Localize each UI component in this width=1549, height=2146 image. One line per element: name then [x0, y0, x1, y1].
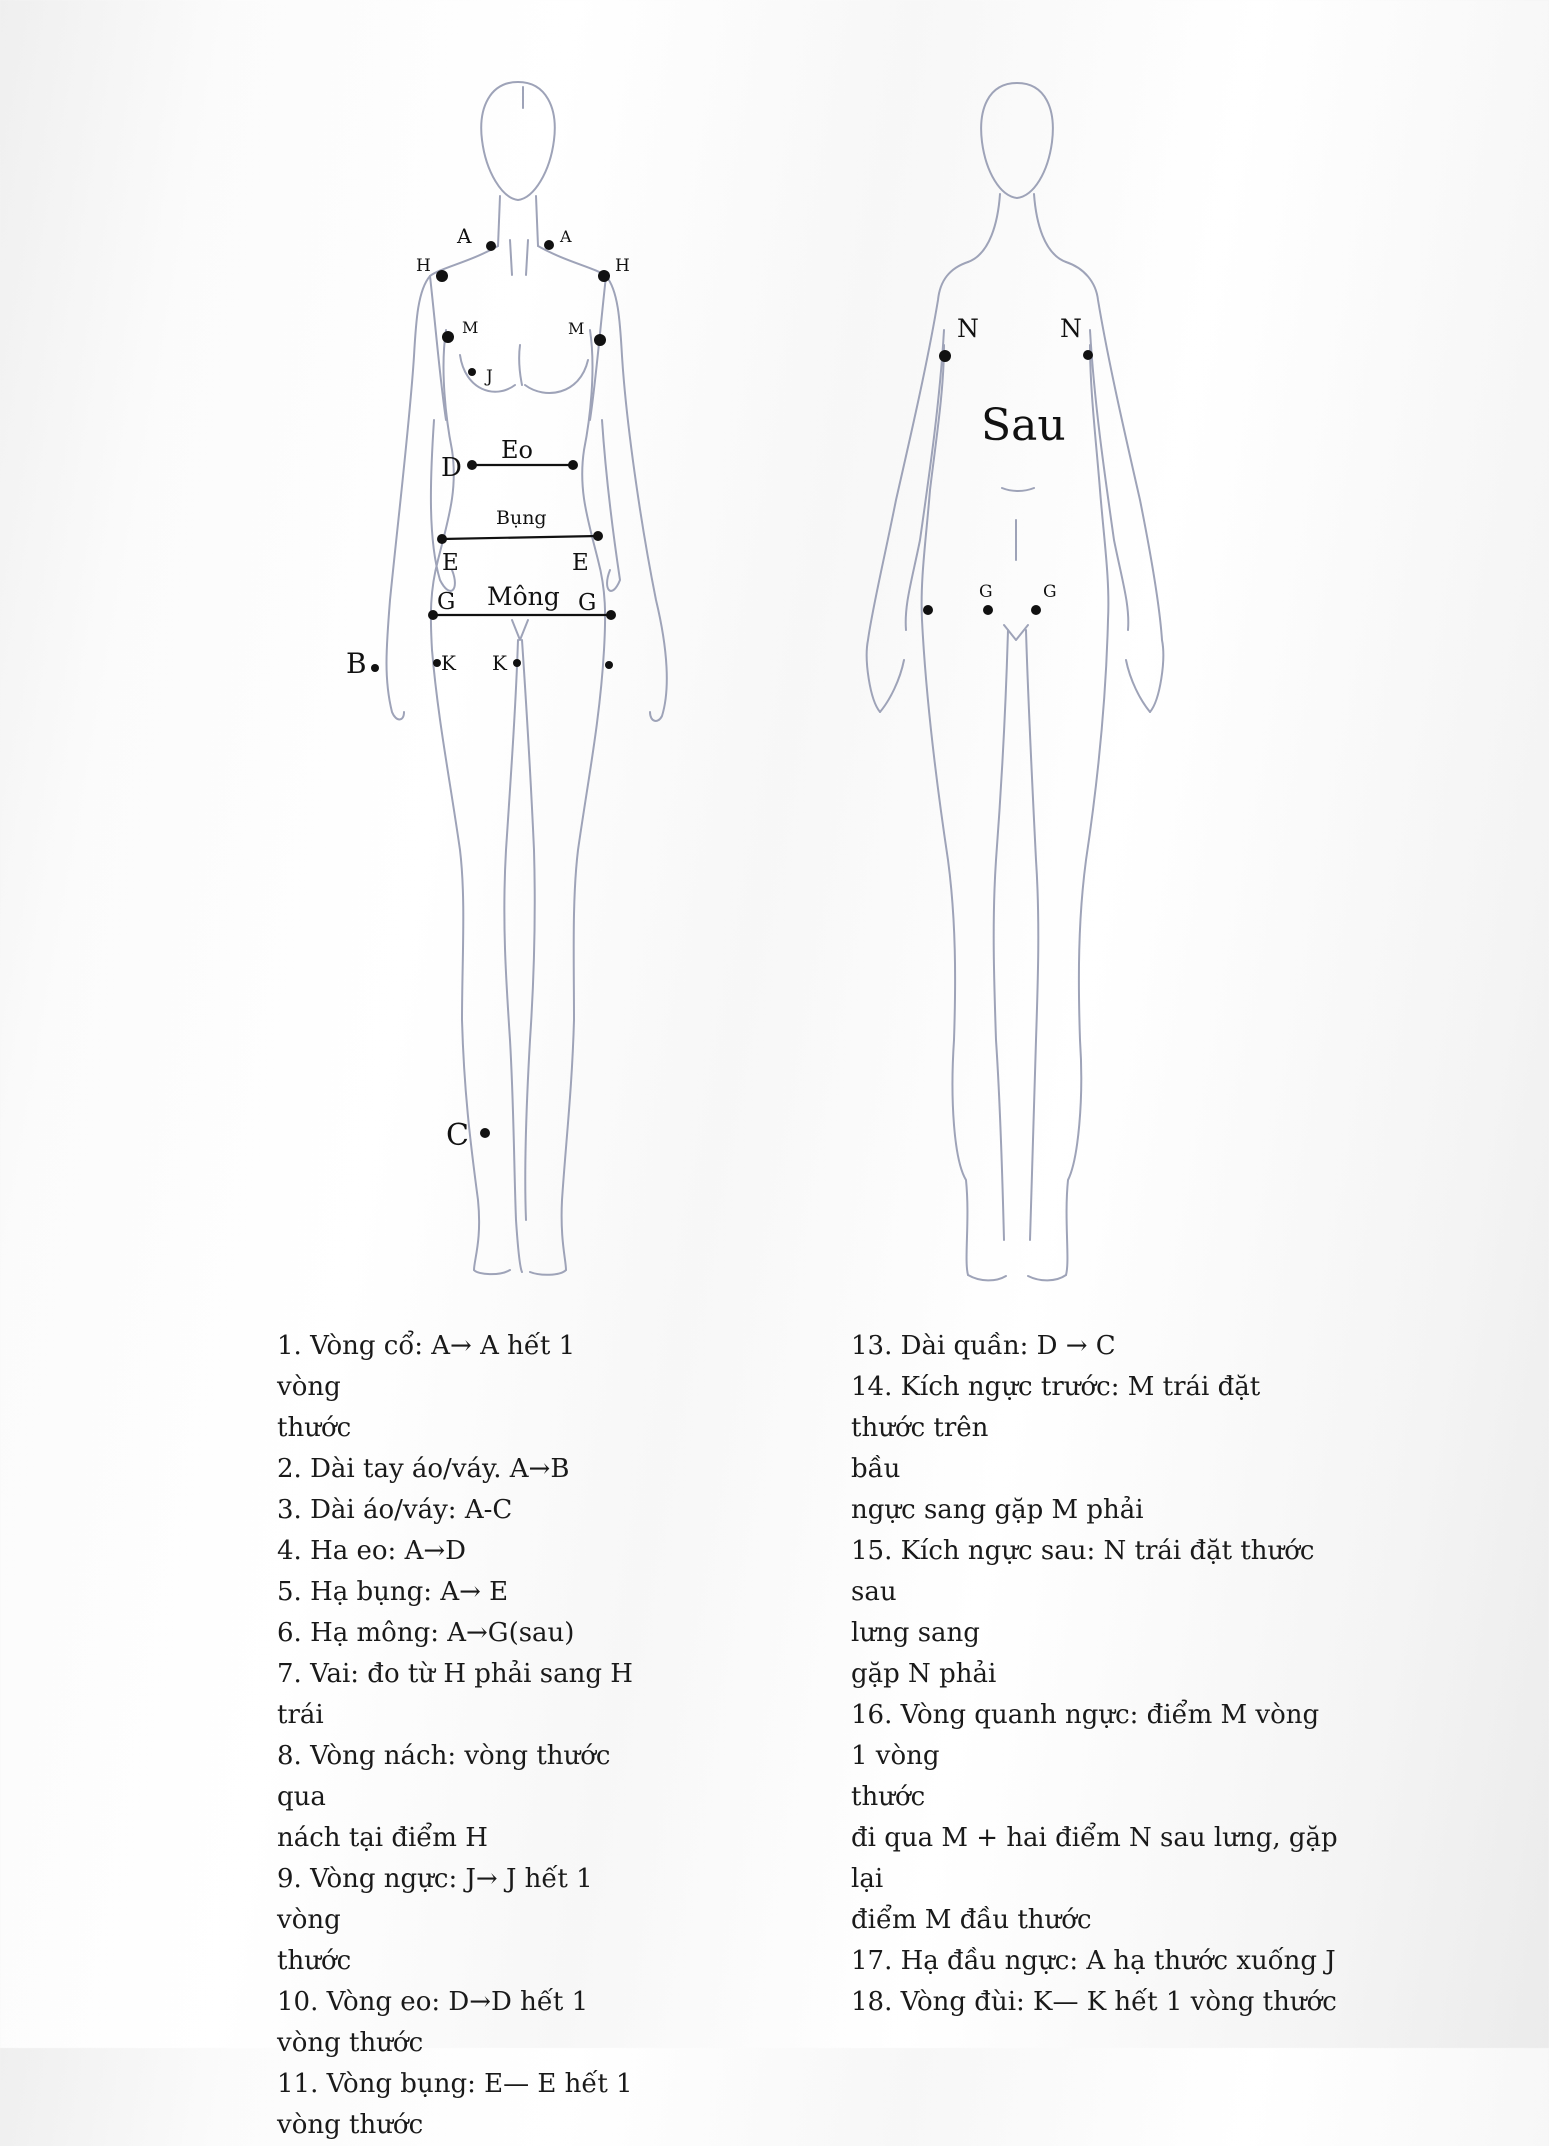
label-b: B — [346, 647, 367, 680]
point-j — [468, 368, 476, 376]
instruction-line: nách tại điểm H — [277, 1823, 488, 1853]
label-a-left: A — [457, 224, 472, 248]
instruction-line: thước — [277, 1946, 352, 1976]
instruction-line: đi qua M + hai điểm N sau lưng, gặp lại — [851, 1823, 1338, 1894]
point-g-back-right — [1031, 605, 1041, 615]
label-g-left: G — [437, 589, 456, 615]
instruction-line: 18. Vòng đùi: K— K hết 1 vòng thước — [851, 1987, 1337, 2017]
instruction-line: 15. Kích ngực sau: N trái đặt thước sau — [851, 1536, 1315, 1607]
label-k-right: K — [492, 651, 507, 675]
instruction-line: điểm M đầu thước — [851, 1905, 1092, 1935]
label-n-left: N — [957, 314, 979, 343]
point-a-left — [486, 241, 496, 251]
label-g-back-left: G — [979, 582, 993, 602]
label-m-left: M — [462, 318, 479, 337]
point-n-left — [939, 350, 951, 362]
instruction-line: vòng thước — [277, 2028, 424, 2058]
point-b — [371, 664, 379, 672]
label-hip: Mông — [487, 582, 560, 611]
point-d-right — [568, 460, 578, 470]
instruction-line: lưng sang — [851, 1618, 980, 1648]
instruction-line: 14. Kích ngực trước: M trái đặt thước trên — [851, 1372, 1261, 1443]
instruction-line: 16. Vòng quanh ngực: điểm M vòng 1 vòng — [851, 1700, 1320, 1771]
instruction-line: 11. Vòng bụng: E— E hết 1 — [277, 2069, 633, 2099]
point-e-right — [593, 531, 603, 541]
back-labels — [957, 314, 1082, 602]
point-m-left — [442, 331, 454, 343]
point-k-right — [513, 659, 521, 667]
label-h-right: H — [615, 256, 630, 276]
label-e-left: E — [442, 550, 459, 576]
point-d-left — [467, 460, 477, 470]
instruction-line: 6. Hạ mông: A→G(sau) — [277, 1618, 575, 1648]
belly-line — [442, 536, 598, 539]
label-m-right: M — [568, 319, 585, 338]
point-n-right — [1083, 350, 1093, 360]
label-g-right: G — [578, 590, 597, 616]
back-title: Sau — [981, 400, 1066, 451]
point-h-right — [598, 270, 610, 282]
instruction-line: 7. Vai: đo từ H phải sang H trái — [277, 1659, 633, 1730]
instruction-line: thước — [277, 1413, 352, 1443]
instruction-line: 8. Vòng nách: vòng thước qua — [277, 1741, 611, 1812]
instruction-line: 13. Dài quần: D → C — [851, 1331, 1116, 1361]
instruction-line: bầu — [851, 1454, 901, 1484]
label-waist: Eo — [501, 436, 533, 464]
back-body-figure — [867, 83, 1164, 1280]
instruction-line: 3. Dài áo/váy: A-C — [277, 1495, 513, 1525]
back-body-outline — [867, 83, 1164, 1280]
label-d: D — [441, 453, 462, 483]
back-measurement-points — [923, 350, 1093, 615]
instruction-line: ngực sang gặp M phải — [851, 1495, 1144, 1525]
label-g-back-right: G — [1043, 582, 1057, 602]
label-e-right: E — [572, 550, 589, 576]
instruction-line: 1. Vòng cổ: A→ A hết 1 vòng — [277, 1331, 576, 1402]
measurement-instructions-right — [851, 1326, 1341, 2023]
point-m-right — [594, 334, 606, 346]
point-g-back-outer — [923, 605, 933, 615]
label-h-left: H — [416, 256, 431, 276]
label-n-right: N — [1060, 314, 1082, 343]
point-k-left — [433, 659, 441, 667]
instruction-line: gặp N phải — [851, 1659, 997, 1689]
point-g-right — [606, 610, 616, 620]
instruction-line: 2. Dài tay áo/váy. A→B — [277, 1454, 570, 1484]
point-a-right — [544, 240, 554, 250]
label-a-right: A — [560, 227, 572, 246]
instruction-line: 9. Vòng ngực: J→ J hết 1 vòng — [277, 1864, 593, 1935]
instruction-line: thước — [851, 1782, 926, 1812]
point-k-outer — [605, 661, 613, 669]
instruction-line: 5. Hạ bụng: A→ E — [277, 1577, 509, 1607]
point-g-back-left — [983, 605, 993, 615]
label-belly: Bụng — [496, 507, 547, 529]
front-body-figure — [346, 82, 667, 1275]
point-c — [480, 1128, 490, 1138]
label-c: C — [446, 1118, 469, 1153]
label-j: J — [486, 367, 493, 387]
measurement-instructions-left — [277, 1326, 637, 2146]
instruction-line: 10. Vòng eo: D→D hết 1 — [277, 1987, 589, 2017]
point-h-left — [436, 270, 448, 282]
instruction-line: 17. Hạ đầu ngực: A hạ thước xuống J — [851, 1946, 1336, 1976]
label-k-left: K — [441, 651, 456, 675]
point-e-left — [437, 534, 447, 544]
front-measurement-points — [371, 240, 616, 1138]
instruction-line: 4. Ha eo: A→D — [277, 1536, 466, 1566]
instruction-line: vòng thước — [277, 2110, 424, 2140]
